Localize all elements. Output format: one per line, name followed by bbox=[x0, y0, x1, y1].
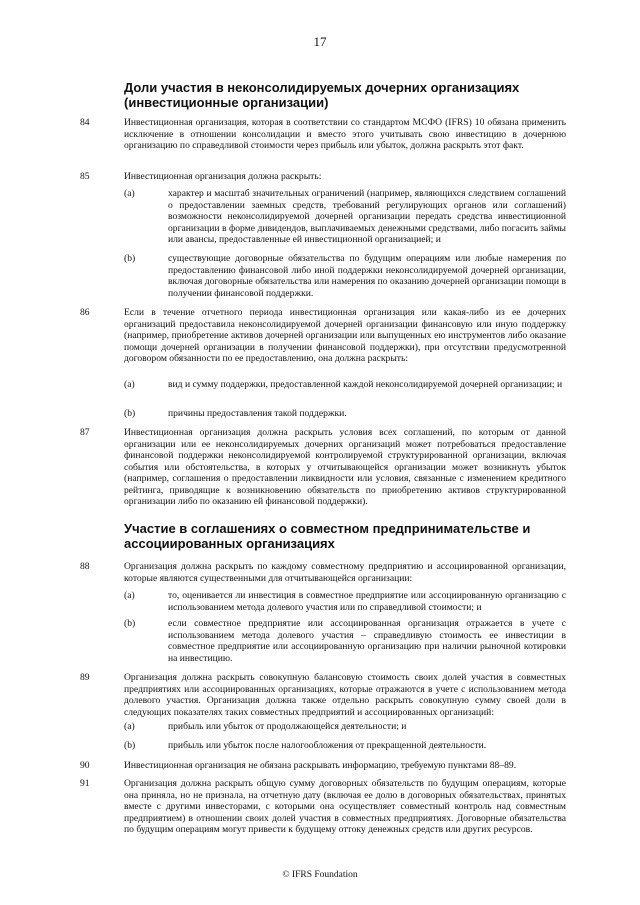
subitem-label: (b) bbox=[124, 408, 136, 419]
subitem-text: то, оценивается ли инвестиция в совместное предприятие или ассоциированную организацию с использованием метода долевого участия или по справедливой стоимости; и bbox=[168, 590, 566, 613]
page-number: 17 bbox=[313, 34, 327, 49]
heading-line: ассоциированных организациях bbox=[124, 536, 335, 551]
subitem-text: существующие договорные обязательства по будущим операциям или любые намерения по предоставлению финансовой либо иной поддержки неконсолидируемой дочерней организации, включая договорные обязательства или намерения по оказанию дочерней организации помощи в получении финансовой поддержки. bbox=[168, 253, 566, 299]
paragraph-90 bbox=[80, 760, 566, 772]
paragraph-89 bbox=[80, 672, 566, 718]
subitem-label: (a) bbox=[124, 721, 135, 732]
paragraph-text: Организация должна раскрыть общую сумму договорных обязательств по будущим операциям, которые она приняла, но не признала, на отчетную дату (включая ее долю в договорных обязательствах, принятых вместе с другими инвесторами, с которыми она осуществляет совместный контроль над совместным предприятием) в отношении своих долей участия в совместных предприятиях. Договорные обязательства по будущим операциям могут привести к будущему оттоку денежных средств или других ресурсов. bbox=[124, 778, 566, 835]
subitem-85-b bbox=[124, 253, 566, 299]
paragraph-85 bbox=[80, 171, 566, 183]
subitem-89-a bbox=[124, 721, 566, 733]
heading-line: (инвестиционные организации) bbox=[124, 95, 329, 110]
paragraph-number: 86 bbox=[80, 307, 90, 318]
paragraph-text: Инвестиционная организация, которая в соответствии со стандартом МСФО (IFRS) 10 обязана применить исключение в отношении консолидации и вместо этого учитывать свою инвестицию в дочернюю организацию по справедливой стоимости через прибыль или убыток, должна раскрыть этот факт. bbox=[124, 117, 566, 151]
heading-line: Доли участия в неконсолидируемых дочерних организациях bbox=[124, 80, 520, 95]
subitem-86-b bbox=[124, 408, 566, 420]
paragraph-91 bbox=[80, 778, 566, 836]
section-heading-subsidiaries bbox=[124, 80, 564, 110]
subitem-88-a bbox=[124, 590, 566, 613]
paragraph-number: 87 bbox=[80, 427, 90, 438]
paragraph-number: 88 bbox=[80, 561, 90, 572]
subitem-label: (b) bbox=[124, 740, 136, 751]
paragraph-text: Организация должна раскрыть по каждому совместному предприятию и ассоциированной организации, которые являются существенными для отчитывающейся организации: bbox=[124, 561, 566, 584]
paragraph-number: 91 bbox=[80, 778, 90, 789]
footer-copyright: © IFRS Foundation bbox=[282, 870, 358, 880]
paragraph-number: 89 bbox=[80, 672, 90, 683]
paragraph-84 bbox=[80, 117, 566, 152]
heading-line: Участие в соглашениях о совместном предпринимательстве и bbox=[124, 521, 531, 536]
subitem-label: (a) bbox=[124, 379, 135, 390]
subitem-label: (a) bbox=[124, 188, 135, 199]
paragraph-text: Инвестиционная организация должна раскрыть: bbox=[124, 171, 322, 182]
subitem-86-a bbox=[124, 379, 566, 391]
subitem-label: (b) bbox=[124, 253, 136, 264]
subitem-text: прибыль или убыток от продолжающейся деятельности; и bbox=[168, 721, 407, 732]
paragraph-86 bbox=[80, 307, 566, 365]
paragraph-text: Организация должна раскрыть совокупную балансовую стоимость своих долей участия в совместных предприятиях или ассоциированных организациях, которые отражаются в учете с использованием метода долевого участия. Организация должна также отдельно раскрыть совокупную сумму своей доли в следующих показателях таких совместных предприятий и ассоциированных организаций: bbox=[124, 672, 566, 718]
paragraph-text: Инвестиционная организация должна раскрыть условия всех соглашений, по которым от данной организации или ее неконсолидируемых дочерних организаций может потребоваться предоставление финансовой поддержки неконсолидируемой контролируемой структурированной организации, включая события или обстоятельства, в которых у отчитывающейся организации может возникнуть убыток (например, соглашения о предоставлении ликвидности или условия, связанные с изменением кредитного рейтинга, приводящие к возникновению обязательств по приобретению активов структурированной организации либо по оказанию ей финансовой поддержки). bbox=[124, 427, 566, 507]
subitem-88-b bbox=[124, 618, 566, 664]
subitem-text: если совместное предприятие или ассоциированная организация отражается в учете с использованием метода долевого участия – справедливую стоимость ее инвестиции в совместное предприятие или ассоциированную организацию при наличии рыночной котировки на инвестицию. bbox=[168, 618, 566, 664]
paragraph-88 bbox=[80, 561, 566, 584]
paragraph-text: Инвестиционная организация не обязана раскрывать информацию, требуемую пунктами 88–89. bbox=[124, 760, 517, 771]
subitem-text: прибыль или убыток после налогообложения от прекращенной деятельности. bbox=[168, 740, 487, 751]
subitem-85-a bbox=[124, 188, 566, 246]
subitem-text: характер и масштаб значительных ограничений (например, являющихся следствием соглашений о предоставлении заемных средств, требований регулирующих органов или соглашений) возможности неконсолидируемой дочерней организации передать средства инвестиционной организации в форме дивидендов, выплачиваемых денежными средствами, либо погасить займы или авансы, предоставленные ей инвестиционной организацией; и bbox=[168, 188, 566, 245]
subitem-text: причины предоставления такой поддержки. bbox=[168, 408, 347, 419]
subitem-label: (b) bbox=[124, 618, 136, 629]
subitem-89-b bbox=[124, 740, 566, 752]
paragraph-text: Если в течение отчетного периода инвестиционная организация или какая-либо из ее дочерних организаций предоставила неконсолидируемой дочерней организации финансовую или иную поддержку (например, приобретение активов дочерней организации или выпущенных ею инструментов либо оказание помощи дочерней организации в получении финансовой поддержки), при отсутствии предусмотренной договором обязанности по ее предоставлению, она должна раскрыть: bbox=[124, 307, 566, 364]
paragraph-number: 85 bbox=[80, 171, 90, 182]
paragraph-number: 90 bbox=[80, 760, 90, 771]
section-heading-joint-arrangements bbox=[124, 521, 564, 551]
paragraph-number: 84 bbox=[80, 117, 90, 128]
subitem-label: (a) bbox=[124, 590, 135, 601]
paragraph-87 bbox=[80, 427, 566, 508]
subitem-text: вид и сумму поддержки, предоставленной каждой неконсолидируемой дочерней организации; и bbox=[168, 379, 563, 390]
